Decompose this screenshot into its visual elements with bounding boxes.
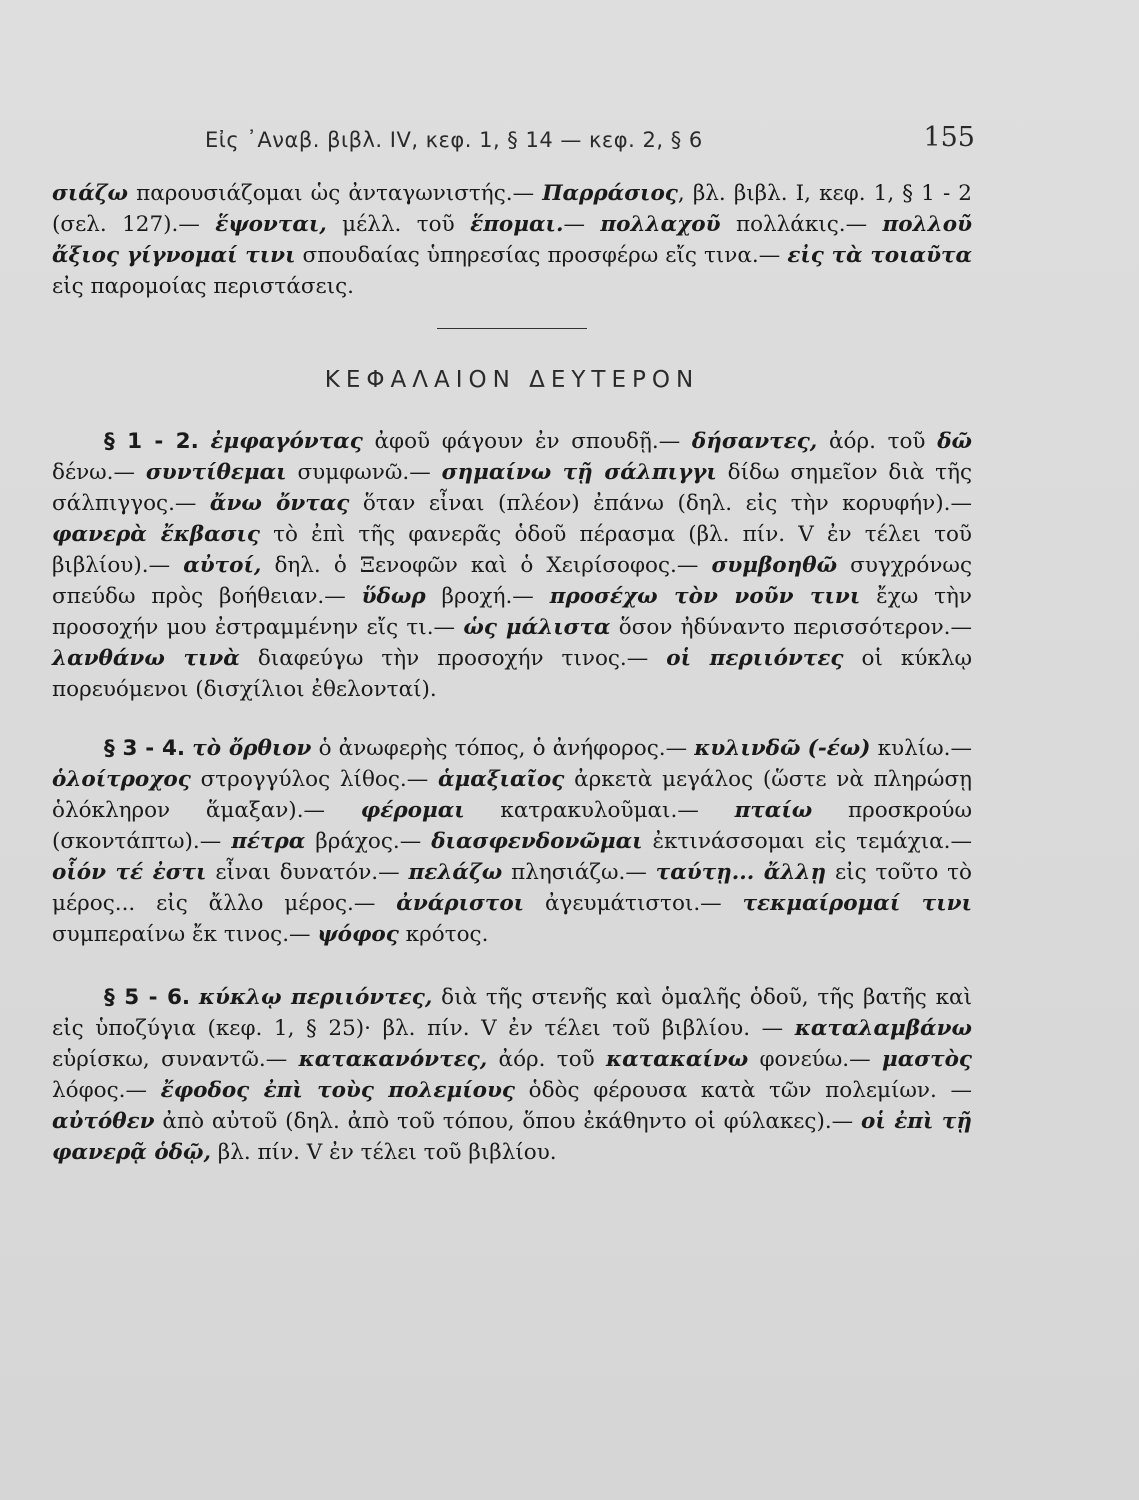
term: τὸ ὄρθιον [192,736,312,761]
term: διασφενδονῶμαι [431,829,643,854]
gloss: ὅσον ἠδύναντο περισσότερον.— [610,615,972,640]
gloss: μέλλ. τοῦ [326,212,471,237]
gloss: συμφωνῶ.— [286,460,442,485]
paragraph-gap [52,705,972,733]
gloss: συμπεραίνω ἔκ τινος.— [52,922,318,947]
gloss: ἀφοῦ φάγουν ἐν σπουδῇ.— [362,429,692,454]
gloss: βροχή.— [425,584,550,609]
gloss: λόφος.— [52,1078,161,1103]
gloss: διὰ τῆς στενῆς καὶ ὁμαλῆς ὁδοῦ, τῆς βατῆς καὶ εἰς ὑποζύγια (κεφ. 1, § 25)· βλ. πίν. V ἐν τέλει τοῦ βιβλίου. — [52,985,972,1041]
term: ἔφοδος ἐπὶ τοὺς πολεμίους [160,1078,515,1103]
term: ἀνάριστοι [396,891,525,916]
gloss [801,736,808,761]
term: οἱ ἐπὶ τῇ φανερᾷ ὁδῷ, [52,1109,972,1165]
paragraph-gap [52,950,972,982]
gloss: πλησιάζω.— [502,860,656,885]
term: πέτρα [231,829,306,854]
gloss: δίδω σημεῖον διὰ τῆς σάλπιγγος.— [52,460,973,516]
gloss: διαφεύγω τὴν προσοχήν τινος.— [239,646,667,671]
page-header [205,118,975,158]
term: οἱ περιιόντες [666,646,844,671]
term: ἄνω ὄντας [209,491,350,516]
gloss: ἀόρ. τοῦ [487,1047,607,1072]
term: αὐτοί, [183,553,262,578]
term: ἕψονται, [215,212,327,237]
gloss: ἀόρ. τοῦ [817,429,938,454]
page-number: 155 [923,122,975,153]
term: καταλαμβάνω [794,1016,972,1041]
gloss: παρουσιάζομαι ὡς ἀνταγωνιστής.— [128,181,543,206]
term: δῶ [937,429,972,454]
gloss: ὅταν εἶναι (πλέον) ἐπάνω (δηλ. εἰς τὴν κορυφήν).— [349,491,972,516]
gloss: συγχρόνως σπεύδω πρὸς βοήθειαν.— [52,553,973,609]
gloss: κυλίω.— [870,736,973,761]
section-number: § 5 - 6. [104,985,191,1010]
gloss: προσκρούω (σκοντάπτω).— [52,798,972,854]
term: (-έω) [807,736,871,761]
gloss: εἰς παρομοίας περιστάσεις. [52,274,354,299]
term: πελάζω [408,860,503,885]
gloss: εἰς τοῦτο τὸ μέρος... εἰς ἄλλο μέρος.— [52,860,973,916]
term: κατακαίνω [606,1047,749,1072]
term: ταύτῃ... ἄλλῃ [655,860,827,885]
gloss: δηλ. ὁ Ξενοφῶν καὶ ὁ Χειρίσοφος.— [261,553,712,578]
term: ὡς μάλιστα [463,615,611,640]
term: σιάζω [52,181,129,206]
gloss: κρότος. [398,922,489,947]
running-head: Εἰς ᾿Αναβ. βιβλ. IV, κεφ. 1, § 14 — κεφ. 2, § 6 [205,128,703,152]
term: ψόφος [317,922,399,947]
gloss: τὸ ἐπὶ τῆς φανερᾶς ὁδοῦ πέρασμα (βλ. πίν. V ἐν τέλει τοῦ βιβλίου).— [52,522,972,578]
gloss: — [563,212,601,237]
section-divider [437,328,587,329]
term: ἁμαξιαῖος [438,767,565,792]
gloss: δένω.— [52,460,146,485]
gloss: ὁδὸς φέρουσα κατὰ τῶν πολεμίων. — [514,1078,973,1103]
paragraph-section-1-2 [52,426,972,705]
term: Παρράσιος [542,181,678,206]
term: δήσαντες, [691,429,818,454]
paragraph-section-5-6 [52,982,972,1168]
gloss: ἐκτινάσσομαι εἰς τεμάχια.— [642,829,973,854]
gloss: σπουδαίας ὑπηρεσίας προσφέρω εἴς τινα.— [295,243,788,268]
term: μαστὸς [881,1047,973,1072]
term: πολλοῦ ἄξιος γίγνομαί τινι [52,212,972,268]
term: ὕδωρ [361,584,426,609]
gloss: βράχος.— [305,829,432,854]
term: συμβοηθῶ [711,553,838,578]
gloss: ἀγευμάτιστοι.— [524,891,743,916]
gloss: βλ. πίν. V ἐν τέλει τοῦ βιβλίου. [210,1140,557,1165]
term: τεκμαίρομαί τινι [742,891,972,916]
section-number: § 1 - 2. [104,429,199,454]
gloss: οἱ κύκλῳ πορευόμενοι (δισχίλιοι ἐθελονταί). [52,646,972,702]
gloss: ἀρκετὰ μεγάλος (ὥστε νὰ πληρώσῃ ὁλόκληρον ἅμαξαν).— [52,767,973,823]
gloss: φονεύω.— [748,1047,882,1072]
term: ὁλοίτροχος [52,767,191,792]
gloss: κατρακυλοῦμαι.— [464,798,735,823]
term: κύκλῳ περιιόντες, [198,985,433,1010]
gloss: , βλ. βιβλ. I, κεφ. 1, § 1 - 2 (σελ. 127).— [52,181,972,237]
gloss: εἶναι δυνατόν.— [206,860,409,885]
term: πολλαχοῦ [600,212,721,237]
term: προσέχω τὸν νοῦν τινι [549,584,861,609]
term: κατακανόντες, [298,1047,488,1072]
page-body [52,178,972,1168]
term: αὐτόθεν [52,1109,155,1134]
term: σημαίνω τῇ σάλπιγγι [441,460,717,485]
term: λανθάνω τινὰ [52,646,240,671]
gloss: στρογγύλος λίθος.— [190,767,438,792]
term: φανερὰ ἔκβασις [52,522,260,547]
term: ἐμφαγόντας [210,429,363,454]
term: κυλινδῶ [694,736,801,761]
gloss: ὁ ἀνωφερὴς τόπος, ὁ ἀνήφορος.— [311,736,695,761]
term: ἕπομαι. [470,212,564,237]
gloss: πολλάκις.— [720,212,883,237]
gloss: εὑρίσκω, συναντῶ.— [52,1047,299,1072]
gloss: ἔχω τὴν προσοχήν μου ἐστραμμένην εἴς τι.— [52,584,972,640]
paragraph-continuation [52,178,972,302]
paragraph-section-3-4 [52,733,972,950]
term: εἰς τὰ τοιαῦτα [787,243,973,268]
term: πταίω [734,798,813,823]
term: συντίθεμαι [145,460,287,485]
chapter-title: ΚΕΦΑΛΑΙΟΝ ΔΕΥΤΕΡΟΝ [324,367,700,393]
term: οἷόν τέ ἐστι [52,860,207,885]
term: φέρομαι [360,798,465,823]
gloss: ἀπὸ αὐτοῦ (δηλ. ἀπὸ τοῦ τόπου, ὅπου ἐκάθηντο οἱ φύλακες).— [154,1109,861,1134]
section-number: § 3 - 4. [104,736,186,761]
